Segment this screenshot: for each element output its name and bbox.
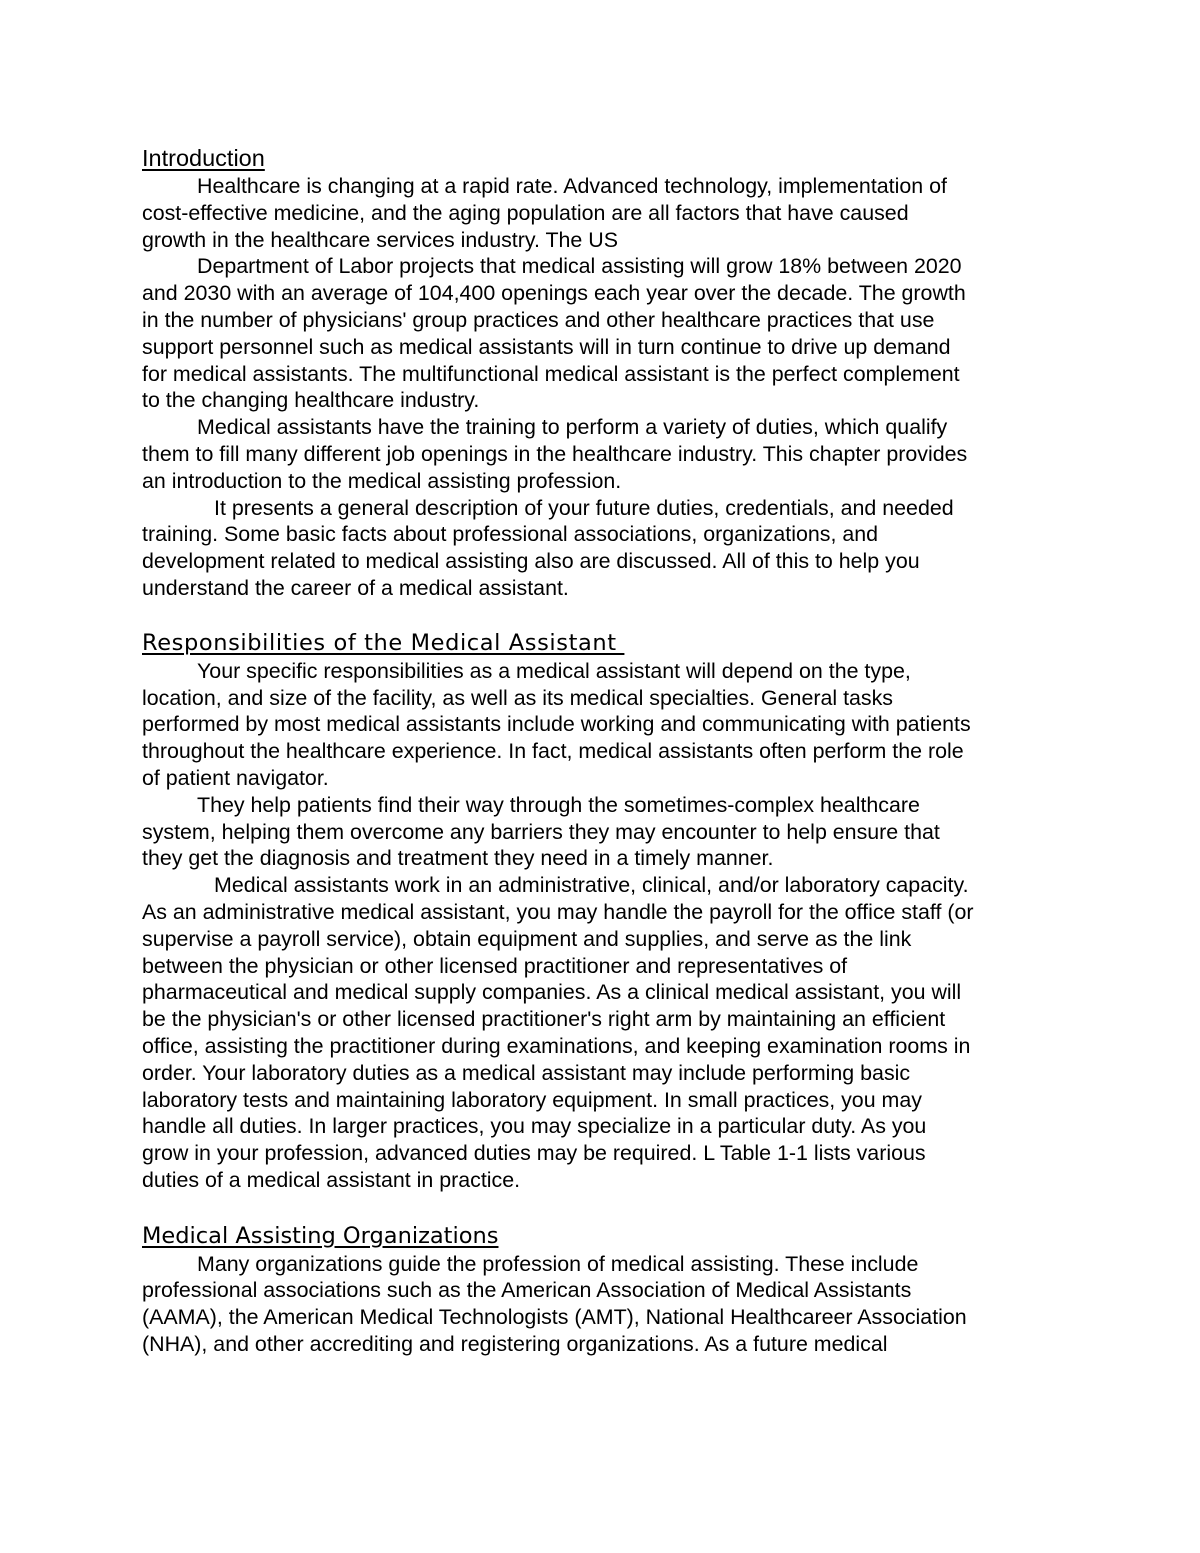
paragraph-line: Healthcare is changing at a rapid rate. Advanced technology, implementation of	[197, 174, 947, 198]
paragraph-line: Your specific responsibilities as a medical assistant will depend on the type,	[197, 658, 911, 683]
paragraph-line: and 2030 with an average of 104,400 openings each year over the decade. The growth	[142, 281, 966, 306]
paragraph-line: As an administrative medical assistant, you may handle the payroll for the office staff (or	[142, 899, 974, 924]
paragraph-line: performed by most medical assistants include working and communicating with patients	[142, 712, 971, 737]
paragraph-line: in the number of physicians' group practices and other healthcare practices that use	[142, 307, 935, 332]
paragraph-line: for medical assistants. The multifunctional medical assistant is the perfect complement	[142, 361, 960, 386]
paragraph-line: They help patients find their way through the sometimes-complex healthcare	[197, 792, 920, 817]
paragraph-line: laboratory tests and maintaining laboratory equipment. In small practices, you may	[142, 1087, 922, 1112]
paragraph-line: It presents a general description of your future duties, credentials, and needed	[214, 495, 954, 520]
section-heading-responsibilities: Responsibilities of the Medical Assistant	[142, 629, 625, 656]
paragraph-line: Department of Labor projects that medical assisting will grow 18% between 2020	[197, 254, 962, 279]
paragraph-line: Medical assistants work in an administrative, clinical, and/or laboratory capacity.	[214, 873, 969, 898]
paragraph-line: they get the diagnosis and treatment they need in a timely manner.	[142, 846, 774, 871]
paragraph-line: system, helping them overcome any barriers they may encounter to help ensure that	[142, 819, 940, 844]
section-heading-introduction: Introduction	[142, 145, 265, 171]
paragraph-line: supervise a payroll service), obtain equipment and supplies, and serve as the link	[142, 926, 912, 951]
paragraph-line: duties of a medical assistant in practice.	[142, 1167, 521, 1192]
paragraph-line: support personnel such as medical assistants will in turn continue to drive up demand	[142, 334, 951, 359]
paragraph-line: (AAMA), the American Medical Technologists (AMT), National Healthcareer Association	[142, 1305, 967, 1330]
paragraph-line: Many organizations guide the profession of medical assisting. These include	[197, 1251, 919, 1276]
paragraph-line: training. Some basic facts about professional associations, organizations, and	[142, 522, 879, 547]
section-heading-organizations: Medical Assisting Organizations	[142, 1222, 499, 1249]
paragraph-line: understand the career of a medical assistant.	[142, 575, 569, 600]
section-spacer	[142, 602, 1062, 628]
paragraph-line: pharmaceutical and medical supply companies. As a clinical medical assistant, you will	[142, 980, 962, 1005]
paragraph-line: of patient navigator.	[142, 765, 329, 790]
paragraph-line: (NHA), and other accrediting and registering organizations. As a future medical	[142, 1332, 888, 1357]
paragraph-line: growth in the healthcare services industry. The US	[142, 227, 618, 252]
paragraph-line: between the physician or other licensed practitioner and representatives of	[142, 953, 848, 978]
paragraph-line: office, assisting the practitioner during examinations, and keeping examination rooms in	[142, 1033, 971, 1058]
paragraph-line: grow in your profession, advanced duties may be required. L Table 1-1 lists various	[142, 1141, 926, 1166]
paragraph-line: them to fill many different job openings in the healthcare industry. This chapter provides	[142, 441, 968, 466]
paragraph-line: throughout the healthcare experience. In fact, medical assistants often perform the role	[142, 739, 964, 764]
paragraph-line: an introduction to the medical assisting profession.	[142, 468, 622, 493]
paragraph-line: professional associations such as the American Association of Medical Assistants	[142, 1278, 912, 1303]
paragraph-line: Medical assistants have the training to perform a variety of duties, which qualify	[197, 415, 948, 440]
paragraph-line: development related to medical assisting also are discussed. All of this to help you	[142, 549, 920, 574]
paragraph-line: cost-effective medicine, and the aging population are all factors that have caused	[142, 200, 909, 225]
paragraph-line: order. Your laboratory duties as a medical assistant may include performing basic	[142, 1060, 911, 1085]
section-spacer	[142, 1194, 1062, 1221]
paragraph-line: location, and size of the facility, as well as its medical specialties. General tasks	[142, 685, 893, 710]
paragraph-line: be the physician's or other licensed practitioner's right arm by maintaining an efficient	[142, 1007, 946, 1032]
paragraph-line: handle all duties. In larger practices, you may specialize in a particular duty. As you	[142, 1114, 927, 1139]
document-page	[142, 143, 1062, 1358]
paragraph-line: to the changing healthcare industry.	[142, 388, 480, 413]
